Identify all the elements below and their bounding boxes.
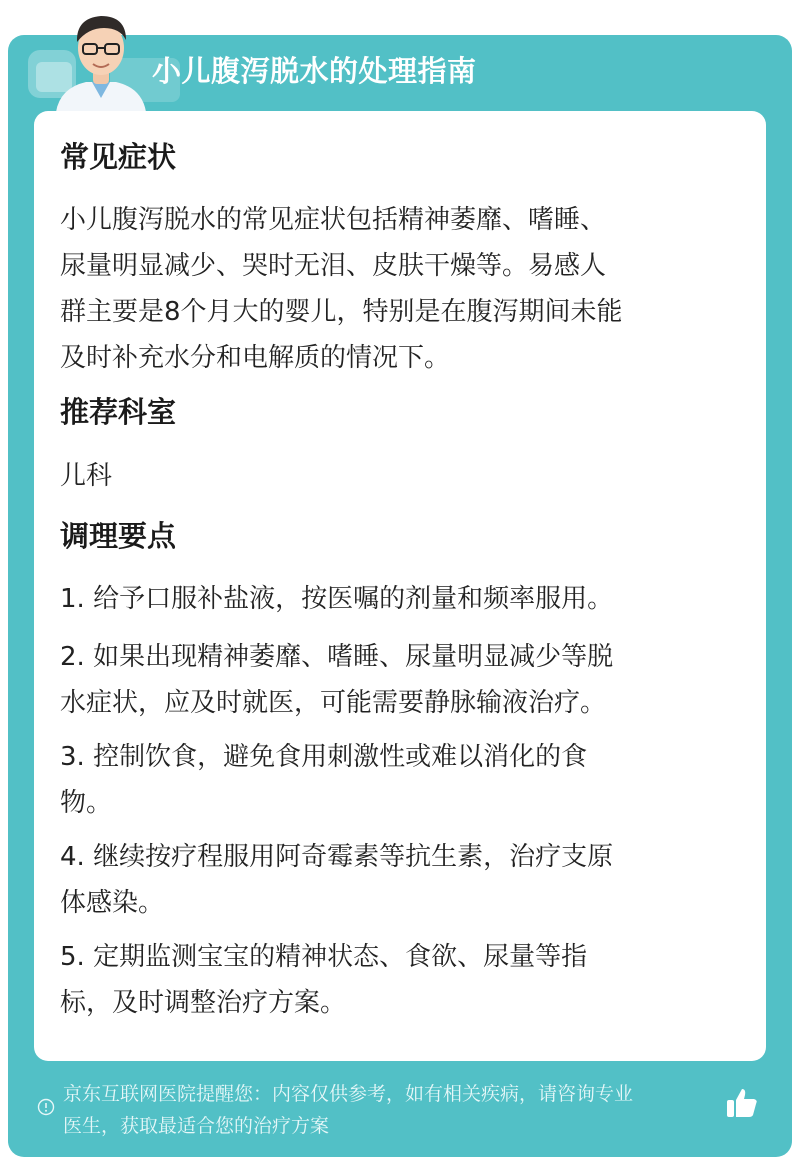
section-heading-care: 调理要点 xyxy=(60,519,177,553)
doctor-avatar xyxy=(46,6,156,112)
section-heading-symptoms: 常见症状 xyxy=(60,140,177,174)
text-line: 5. 定期监测宝宝的精神状态、食欲、尿量等指 xyxy=(60,942,588,972)
disclaimer-line: 京东互联网医院提醒您：内容仅供参考，如有相关疾病，请咨询专业 xyxy=(63,1083,634,1105)
text-line: 3. 控制饮食，避免食用刺激性或难以消化的食 xyxy=(60,742,588,772)
text-line: 群主要是8个月大的婴儿，特别是在腹泻期间未能 xyxy=(60,297,623,327)
text-line: 标，及时调整治疗方案。 xyxy=(60,988,347,1018)
department-value: 儿科 xyxy=(60,461,113,491)
page-title: 小儿腹泻脱水的处理指南 xyxy=(152,54,477,88)
care-item-1 xyxy=(60,576,740,622)
section-heading-department: 推荐科室 xyxy=(60,395,177,429)
text-line: 水症状，应及时就医，可能需要静脉输液治疗。 xyxy=(60,688,607,718)
text-line: 2. 如果出现精神萎靡、嗜睡、尿量明显减少等脱 xyxy=(60,642,614,672)
care-item-5 xyxy=(60,934,740,1026)
text-line: 及时补充水分和电解质的情况下。 xyxy=(60,343,451,373)
care-item-3 xyxy=(60,734,740,826)
symptoms-text xyxy=(60,197,740,381)
text-line: 物。 xyxy=(60,788,113,818)
text-line: 4. 继续按疗程服用阿奇霉素等抗生素，治疗支原 xyxy=(60,842,614,872)
text-line: 体感染。 xyxy=(60,888,165,918)
disclaimer-line: 医生，获取最适合您的治疗方案 xyxy=(63,1115,330,1137)
info-icon xyxy=(37,1098,55,1116)
care-item-4 xyxy=(60,834,740,926)
disclaimer xyxy=(63,1078,733,1142)
text-line: 尿量明显减少、哭时无泪、皮肤干燥等。易感人 xyxy=(60,251,607,281)
care-item-2 xyxy=(60,634,740,726)
text-line: 1. 给予口服补盐液，按医嘱的剂量和频率服用。 xyxy=(60,584,614,614)
text-line: 小儿腹泻脱水的常见症状包括精神萎靡、嗜睡、 xyxy=(60,205,607,235)
thumbs-up-icon[interactable] xyxy=(724,1085,760,1121)
